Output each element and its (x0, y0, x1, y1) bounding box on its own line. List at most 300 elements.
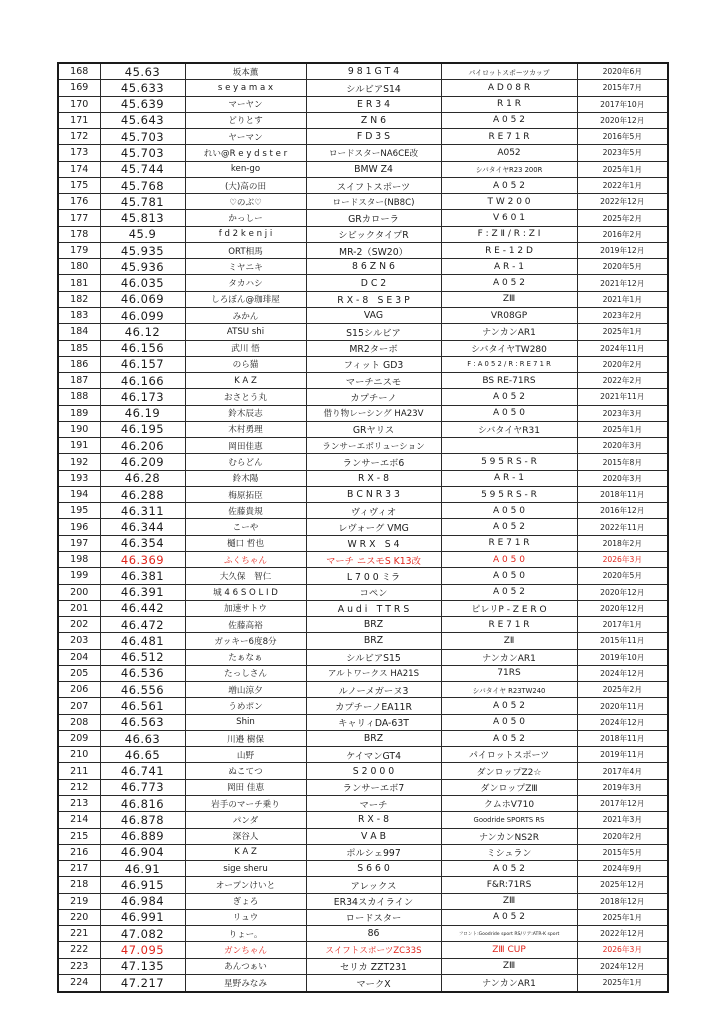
driver-cell: 鈴木辰志 (185, 405, 306, 421)
tire-cell: シバタイヤR31 (441, 421, 577, 437)
table-row (58, 519, 668, 535)
rank-cell: 221 (58, 926, 100, 942)
driver-cell: Shin (185, 714, 306, 730)
rank-cell: 177 (58, 210, 100, 226)
date-cell: 2025年1月 (577, 421, 668, 437)
rank-cell: 174 (58, 161, 100, 177)
tire-cell: A 0 5 0 (441, 405, 577, 421)
rank-cell: 197 (58, 535, 100, 551)
car-cell: シルビアS15 (306, 649, 441, 665)
date-cell: 2023年2月 (577, 308, 668, 324)
date-cell: 2022年12月 (577, 926, 668, 942)
time-cell: 45.781 (100, 194, 185, 210)
time-cell: 46.773 (100, 779, 185, 795)
car-cell: 借り物レーシング HA23V (306, 405, 441, 421)
driver-cell: ATSU shi (185, 324, 306, 340)
driver-cell: パンダ (185, 812, 306, 828)
date-cell: 2021年3月 (577, 812, 668, 828)
driver-cell: 佐藤貴規 (185, 503, 306, 519)
rank-cell: 198 (58, 551, 100, 567)
driver-cell: うめポン (185, 698, 306, 714)
rank-cell: 184 (58, 324, 100, 340)
time-cell: 46.381 (100, 568, 185, 584)
time-cell: 46.288 (100, 486, 185, 502)
car-cell: マークX (306, 974, 441, 992)
time-cell: 46.442 (100, 600, 185, 616)
driver-cell: たぁなぁ (185, 649, 306, 665)
tire-cell: R E 7 1 R (441, 617, 577, 633)
table-row (58, 438, 668, 454)
rank-cell: 211 (58, 763, 100, 779)
driver-cell: ガッキー6度8分 (185, 633, 306, 649)
date-cell: 2024年11月 (577, 340, 668, 356)
tire-cell: クムホV710 (441, 795, 577, 811)
lap-ranking-table (57, 62, 669, 993)
rank-cell: 191 (58, 438, 100, 454)
date-cell: 2019年10月 (577, 649, 668, 665)
tire-cell: V 6 0 1 (441, 210, 577, 226)
tire-cell: A 0 5 0 (441, 568, 577, 584)
tire-cell: ZⅡ (441, 633, 577, 649)
rank-cell: 215 (58, 828, 100, 844)
car-cell: V A B (306, 828, 441, 844)
car-cell: シルビアS14 (306, 80, 441, 96)
table-row (58, 80, 668, 96)
tire-cell: ZⅢ CUP (441, 942, 577, 958)
table-row (58, 828, 668, 844)
date-cell: 2021年11月 (577, 389, 668, 405)
time-cell: 46.741 (100, 763, 185, 779)
rank-cell: 207 (58, 698, 100, 714)
table-row (58, 909, 668, 925)
date-cell: 2018年11月 (577, 486, 668, 502)
time-cell: 45.9 (100, 226, 185, 242)
driver-cell: 坂本薫 (185, 63, 306, 80)
date-cell: 2024年9月 (577, 861, 668, 877)
driver-cell: 鈴木陽 (185, 470, 306, 486)
tire-cell: BS RE-71RS (441, 373, 577, 389)
table-row (58, 730, 668, 746)
table-row (58, 633, 668, 649)
time-cell: 46.561 (100, 698, 185, 714)
table-row (58, 324, 668, 340)
tire-cell: A 0 5 2 (441, 730, 577, 746)
driver-cell: マーヤン (185, 96, 306, 112)
tire-cell: A R - 1 (441, 259, 577, 275)
tire-cell: ZⅢ (441, 291, 577, 307)
rank-cell: 181 (58, 275, 100, 291)
driver-cell: むらどん (185, 454, 306, 470)
tire-cell: シバタイヤ R23TW240 (441, 682, 577, 698)
tire-cell: R E 7 1 R (441, 129, 577, 145)
time-cell: 46.512 (100, 649, 185, 665)
time-cell: 46.344 (100, 519, 185, 535)
date-cell: 2022年12月 (577, 194, 668, 210)
time-cell: 47.217 (100, 974, 185, 992)
date-cell: 2019年3月 (577, 779, 668, 795)
ranking-rows (58, 63, 668, 992)
date-cell: 2018年11月 (577, 730, 668, 746)
driver-cell: K A Z (185, 373, 306, 389)
table-row (58, 747, 668, 763)
time-cell: 45.768 (100, 177, 185, 193)
tire-cell: ZⅢ (441, 958, 577, 974)
time-cell: 45.744 (100, 161, 185, 177)
table-row (58, 779, 668, 795)
tire-cell: A 0 5 2 (441, 909, 577, 925)
time-cell: 46.173 (100, 389, 185, 405)
rank-cell: 195 (58, 503, 100, 519)
time-cell: 46.889 (100, 828, 185, 844)
time-cell: 46.28 (100, 470, 185, 486)
driver-cell: ヤーマン (185, 129, 306, 145)
rank-cell: 193 (58, 470, 100, 486)
time-cell: 46.069 (100, 291, 185, 307)
table-row (58, 145, 668, 161)
car-cell: カプチーノ (306, 389, 441, 405)
date-cell: 2016年12月 (577, 503, 668, 519)
car-cell: セリカ ZZT231 (306, 958, 441, 974)
tire-cell: F&R:71RS (441, 877, 577, 893)
rank-cell: 190 (58, 421, 100, 437)
car-cell: A u d i T T R S (306, 600, 441, 616)
car-cell: マーチニスモ (306, 373, 441, 389)
rank-cell: 185 (58, 340, 100, 356)
driver-cell: ミヤニキ (185, 259, 306, 275)
date-cell: 2022年11月 (577, 519, 668, 535)
table-row (58, 161, 668, 177)
table-row (58, 600, 668, 616)
driver-cell: りょー。 (185, 926, 306, 942)
rank-cell: 178 (58, 226, 100, 242)
date-cell: 2023年3月 (577, 405, 668, 421)
table-row (58, 958, 668, 974)
table-row (58, 421, 668, 437)
time-cell: 46.481 (100, 633, 185, 649)
car-cell: L 7 0 0 ミラ (306, 568, 441, 584)
rank-cell: 208 (58, 714, 100, 730)
driver-cell: ぎょろ (185, 893, 306, 909)
date-cell: 2016年2月 (577, 226, 668, 242)
time-cell: 46.563 (100, 714, 185, 730)
table-row (58, 714, 668, 730)
table-row (58, 405, 668, 421)
rank-cell: 183 (58, 308, 100, 324)
tire-cell: ミシュラン (441, 844, 577, 860)
car-cell: ランサーエボ6 (306, 454, 441, 470)
date-cell: 2021年1月 (577, 291, 668, 307)
car-cell: R X - 8 (306, 470, 441, 486)
rank-cell: 209 (58, 730, 100, 746)
time-cell: 47.082 (100, 926, 185, 942)
date-cell: 2017年10月 (577, 96, 668, 112)
driver-cell: かっしー (185, 210, 306, 226)
driver-cell: ふくちゃん (185, 551, 306, 567)
date-cell: 2017年12月 (577, 795, 668, 811)
table-row (58, 649, 668, 665)
tire-cell: VR08GP (441, 308, 577, 324)
tire-cell: A D 0 8 R (441, 80, 577, 96)
driver-cell: リュウ (185, 909, 306, 925)
table-row (58, 389, 668, 405)
date-cell: 2025年1月 (577, 974, 668, 992)
table-row (58, 454, 668, 470)
driver-cell: 樋口 哲也 (185, 535, 306, 551)
rank-cell: 199 (58, 568, 100, 584)
tire-cell: A 0 5 0 (441, 503, 577, 519)
time-cell: 46.991 (100, 909, 185, 925)
car-cell: カプチーノEA11R (306, 698, 441, 714)
date-cell: 2020年5月 (577, 568, 668, 584)
tire-cell: A 0 5 2 (441, 861, 577, 877)
time-cell: 47.095 (100, 942, 185, 958)
driver-cell: sige sheru (185, 861, 306, 877)
rank-cell: 186 (58, 356, 100, 372)
time-cell: 46.984 (100, 893, 185, 909)
car-cell: R X - 8 (306, 812, 441, 828)
rank-cell: 189 (58, 405, 100, 421)
rank-cell: 170 (58, 96, 100, 112)
table-row (58, 617, 668, 633)
date-cell: 2020年2月 (577, 356, 668, 372)
driver-cell: f d 2 k e n j i (185, 226, 306, 242)
car-cell: 86 (306, 926, 441, 942)
rank-cell: 218 (58, 877, 100, 893)
table-row (58, 861, 668, 877)
driver-cell: こーや (185, 519, 306, 535)
tire-cell: フロント:Goodride sport RS/リア:ATR-K sport (441, 926, 577, 942)
tire-cell: ZⅢ (441, 893, 577, 909)
date-cell: 2025年12月 (577, 877, 668, 893)
time-cell: 45.639 (100, 96, 185, 112)
rank-cell: 200 (58, 584, 100, 600)
table-row (58, 210, 668, 226)
car-cell: S 6 6 0 (306, 861, 441, 877)
tire-cell: F : A 0 5 2 / R : R E 7 1 R (441, 356, 577, 372)
tire-cell: R E - 1 2 D (441, 242, 577, 258)
car-cell: ヴィヴィオ (306, 503, 441, 519)
date-cell: 2020年2月 (577, 828, 668, 844)
date-cell: 2026年3月 (577, 551, 668, 567)
date-cell: 2025年2月 (577, 682, 668, 698)
table-row (58, 503, 668, 519)
time-cell: 46.391 (100, 584, 185, 600)
tire-cell: ナンカンAR1 (441, 974, 577, 992)
car-cell: VAG (306, 308, 441, 324)
car-cell: 8 6 Z N 6 (306, 259, 441, 275)
tire-cell: A 0 5 0 (441, 551, 577, 567)
driver-cell: 武川 悟 (185, 340, 306, 356)
time-cell: 46.369 (100, 551, 185, 567)
tire-cell: Goodride SPORTS RS (441, 812, 577, 828)
car-cell: シビックタイプR (306, 226, 441, 242)
time-cell: 47.135 (100, 958, 185, 974)
driver-cell: 佐藤高裕 (185, 617, 306, 633)
car-cell: BRZ (306, 633, 441, 649)
rank-cell: 219 (58, 893, 100, 909)
table-row (58, 877, 668, 893)
driver-cell: 梅原拓臣 (185, 486, 306, 502)
rank-cell: 202 (58, 617, 100, 633)
car-cell: W R X S 4 (306, 535, 441, 551)
car-cell: ランサーエボリューション (306, 438, 441, 454)
driver-cell: 増山涼夕 (185, 682, 306, 698)
tire-cell: シバタイヤTW280 (441, 340, 577, 356)
table-row (58, 893, 668, 909)
time-cell: 45.703 (100, 129, 185, 145)
car-cell: ルノーメガーヌ3 (306, 682, 441, 698)
table-row (58, 698, 668, 714)
time-cell: 46.156 (100, 340, 185, 356)
table-row (58, 568, 668, 584)
time-cell: 46.816 (100, 795, 185, 811)
table-row (58, 291, 668, 307)
table-row (58, 308, 668, 324)
table-row (58, 259, 668, 275)
tire-cell: シバタイヤR23 200R (441, 161, 577, 177)
driver-cell: 城 4 6 S O L I D (185, 584, 306, 600)
time-cell: 45.813 (100, 210, 185, 226)
tire-cell: A052 (441, 145, 577, 161)
tire-cell: A 0 5 2 (441, 275, 577, 291)
rank-cell: 175 (58, 177, 100, 193)
car-cell: F D 3 S (306, 129, 441, 145)
car-cell: ランサーエボ7 (306, 779, 441, 795)
date-cell: 2016年5月 (577, 129, 668, 145)
car-cell: GRカローラ (306, 210, 441, 226)
rank-cell: 171 (58, 112, 100, 128)
rank-cell: 222 (58, 942, 100, 958)
table-row (58, 194, 668, 210)
tire-cell: 5 9 5 R S - R (441, 486, 577, 502)
rank-cell: 214 (58, 812, 100, 828)
car-cell: マーチ (306, 795, 441, 811)
tire-cell: A 0 5 2 (441, 112, 577, 128)
date-cell: 2020年12月 (577, 112, 668, 128)
tire-cell: 71RS (441, 665, 577, 681)
driver-cell: ORT相馬 (185, 242, 306, 258)
car-cell: アルトワークス HA21S (306, 665, 441, 681)
table-row (58, 242, 668, 258)
tire-cell: 5 9 5 R S - R (441, 454, 577, 470)
date-cell: 2022年1月 (577, 177, 668, 193)
car-cell: レヴォーグ VMG (306, 519, 441, 535)
car-cell: D C 2 (306, 275, 441, 291)
date-cell: 2015年5月 (577, 844, 668, 860)
date-cell: 2017年4月 (577, 763, 668, 779)
time-cell: 46.206 (100, 438, 185, 454)
time-cell: 46.472 (100, 617, 185, 633)
time-cell: 46.157 (100, 356, 185, 372)
table-row (58, 551, 668, 567)
table-row (58, 63, 668, 80)
driver-cell: 岡田佳恵 (185, 438, 306, 454)
rank-cell: 210 (58, 747, 100, 763)
driver-cell: たっしさん (185, 665, 306, 681)
ranking-sheet (57, 62, 669, 993)
time-cell: 46.195 (100, 421, 185, 437)
date-cell: 2024年12月 (577, 665, 668, 681)
tire-cell: パイロットスポーツカップ (441, 63, 577, 80)
driver-cell: 大久保 智仁 (185, 568, 306, 584)
car-cell: MR2ターボ (306, 340, 441, 356)
date-cell: 2015年7月 (577, 80, 668, 96)
table-row (58, 763, 668, 779)
table-row (58, 942, 668, 958)
car-cell: S 2 0 0 0 (306, 763, 441, 779)
date-cell: 2015年11月 (577, 633, 668, 649)
driver-cell: 星野みなみ (185, 974, 306, 992)
driver-cell: (大)高の田 (185, 177, 306, 193)
tire-cell: A 0 5 2 (441, 698, 577, 714)
car-cell: コペン (306, 584, 441, 600)
date-cell: 2020年3月 (577, 438, 668, 454)
rank-cell: 182 (58, 291, 100, 307)
rank-cell: 168 (58, 63, 100, 80)
car-cell: アレックス (306, 877, 441, 893)
time-cell: 45.935 (100, 242, 185, 258)
car-cell: スイフトスポーツZC33S (306, 942, 441, 958)
table-row (58, 356, 668, 372)
tire-cell: F : Z Ⅱ / R : Z I (441, 226, 577, 242)
time-cell: 46.65 (100, 747, 185, 763)
car-cell: スイフトスポーツ (306, 177, 441, 193)
time-cell: 46.099 (100, 308, 185, 324)
driver-cell: 加速サトウ (185, 600, 306, 616)
driver-cell: のら猫 (185, 356, 306, 372)
table-row (58, 812, 668, 828)
time-cell: 46.878 (100, 812, 185, 828)
time-cell: 46.19 (100, 405, 185, 421)
time-cell: 46.354 (100, 535, 185, 551)
car-cell: BRZ (306, 617, 441, 633)
rank-cell: 217 (58, 861, 100, 877)
car-cell: マーチ ニスモS K13改 (306, 551, 441, 567)
date-cell: 2025年2月 (577, 210, 668, 226)
tire-cell: T W 2 0 0 (441, 194, 577, 210)
table-row (58, 470, 668, 486)
time-cell: 46.904 (100, 844, 185, 860)
table-row (58, 682, 668, 698)
driver-cell: どりとす (185, 112, 306, 128)
date-cell: 2024年12月 (577, 714, 668, 730)
date-cell: 2020年6月 (577, 63, 668, 80)
tire-cell: A 0 5 2 (441, 584, 577, 600)
tire-cell: A 0 5 2 (441, 389, 577, 405)
rank-cell: 194 (58, 486, 100, 502)
rank-cell: 196 (58, 519, 100, 535)
rank-cell: 203 (58, 633, 100, 649)
car-cell: BMW Z4 (306, 161, 441, 177)
table-row (58, 974, 668, 992)
date-cell: 2025年1月 (577, 324, 668, 340)
rank-cell: 216 (58, 844, 100, 860)
driver-cell: 山野 (185, 747, 306, 763)
table-row (58, 129, 668, 145)
rank-cell: 205 (58, 665, 100, 681)
date-cell: 2020年12月 (577, 584, 668, 600)
driver-cell: 川邉 樹保 (185, 730, 306, 746)
table-row (58, 226, 668, 242)
time-cell: 45.703 (100, 145, 185, 161)
tire-cell: A 0 5 0 (441, 714, 577, 730)
date-cell: 2023年5月 (577, 145, 668, 161)
car-cell: E R 3 4 (306, 96, 441, 112)
driver-cell: みかん (185, 308, 306, 324)
driver-cell: おさとう丸 (185, 389, 306, 405)
time-cell: 46.311 (100, 503, 185, 519)
car-cell: BRZ (306, 730, 441, 746)
